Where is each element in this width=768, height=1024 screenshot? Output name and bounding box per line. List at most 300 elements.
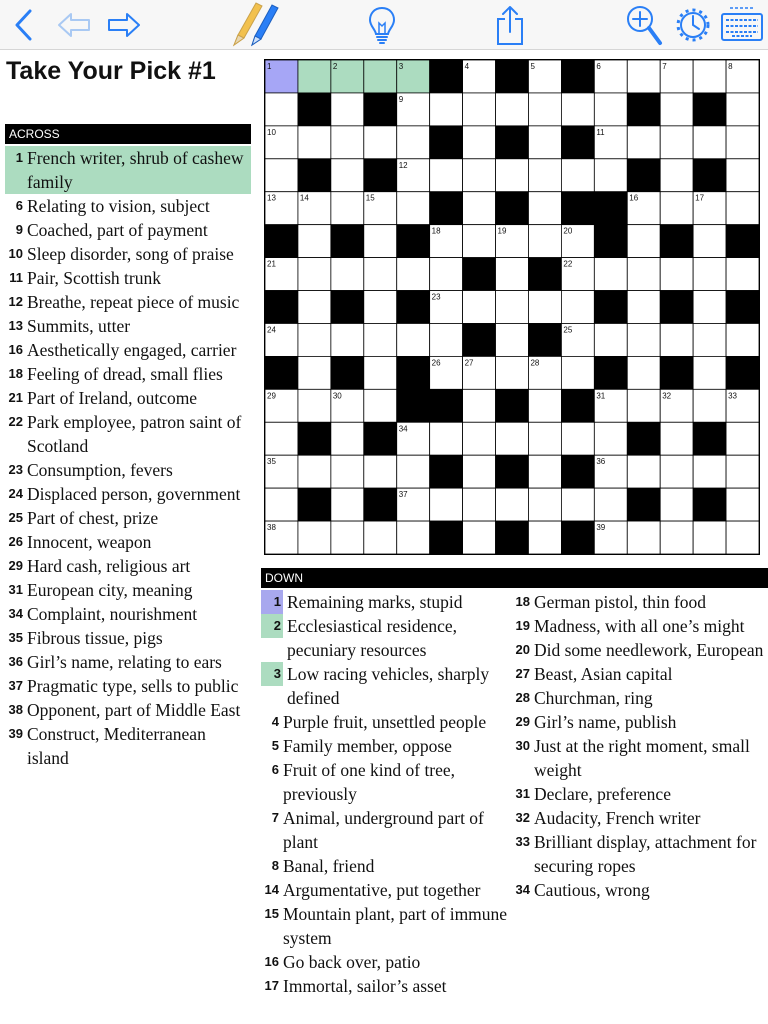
clue-text: Argumentative, put together bbox=[283, 880, 481, 900]
cell-number: 4 bbox=[464, 62, 470, 71]
across-clue-37[interactable] bbox=[5, 674, 251, 698]
grid-cell[interactable] bbox=[627, 455, 660, 488]
down-clue-31[interactable] bbox=[512, 782, 768, 806]
cell-number: 33 bbox=[728, 391, 737, 401]
grid-cell[interactable] bbox=[331, 126, 364, 159]
grid-cell[interactable] bbox=[726, 258, 759, 291]
grid-cell[interactable] bbox=[660, 159, 693, 192]
across-clue-6[interactable] bbox=[5, 194, 251, 218]
grid-block bbox=[364, 422, 397, 455]
grid-block bbox=[561, 60, 594, 93]
grid-cell[interactable] bbox=[331, 159, 364, 192]
down-clue-29[interactable] bbox=[512, 710, 768, 734]
grid-block bbox=[496, 389, 529, 422]
grid-cell[interactable] bbox=[660, 192, 693, 225]
clue-text: Sleep disorder, song of praise bbox=[27, 244, 234, 264]
grid-cell[interactable] bbox=[660, 258, 693, 291]
grid-cell[interactable] bbox=[528, 291, 561, 324]
crossword-grid-canvas[interactable] bbox=[265, 60, 759, 554]
across-clue-39[interactable] bbox=[5, 722, 251, 770]
grid-cell[interactable] bbox=[496, 291, 529, 324]
down-clue-27[interactable] bbox=[512, 662, 768, 686]
grid-block bbox=[594, 356, 627, 389]
chevron-left-icon bbox=[12, 8, 36, 42]
grid-cell[interactable] bbox=[397, 192, 430, 225]
grid-cell[interactable] bbox=[726, 93, 759, 126]
grid-cell[interactable] bbox=[331, 455, 364, 488]
grid-block bbox=[693, 93, 726, 126]
grid-block bbox=[496, 455, 529, 488]
grid-cell[interactable] bbox=[463, 455, 496, 488]
grid-block bbox=[430, 389, 463, 422]
grid-cell[interactable] bbox=[430, 93, 463, 126]
grid-cell[interactable] bbox=[463, 159, 496, 192]
down-clue-14[interactable] bbox=[261, 878, 510, 902]
grid-cell[interactable] bbox=[594, 258, 627, 291]
grid-cell[interactable] bbox=[660, 488, 693, 521]
across-clue-29[interactable] bbox=[5, 554, 251, 578]
grid-cell[interactable] bbox=[463, 225, 496, 258]
cell-number: 8 bbox=[728, 62, 733, 71]
grid-cell[interactable] bbox=[726, 126, 759, 159]
cell-number: 23 bbox=[431, 292, 441, 302]
down-clue-30[interactable] bbox=[512, 734, 768, 782]
clue-text: Breathe, repeat piece of music bbox=[27, 292, 240, 312]
down-clue-19[interactable] bbox=[512, 614, 768, 638]
clue-number: 1 bbox=[261, 590, 283, 614]
keyboard-button[interactable] bbox=[718, 0, 766, 50]
cell-number: 39 bbox=[596, 523, 606, 533]
grid-block bbox=[496, 192, 529, 225]
grid-cell[interactable] bbox=[561, 356, 594, 389]
clue-text: Cautious, wrong bbox=[534, 880, 650, 900]
cell-number: 28 bbox=[530, 358, 540, 368]
down-clue-list-col2 bbox=[512, 590, 768, 902]
clue-number: 21 bbox=[8, 390, 23, 405]
clue-text: Brilliant display, attachment for securing ropes bbox=[534, 832, 757, 876]
across-clue-12[interactable] bbox=[5, 290, 251, 314]
grid-cell[interactable] bbox=[463, 521, 496, 554]
share-button[interactable] bbox=[490, 0, 530, 50]
clue-number: 28 bbox=[515, 690, 530, 705]
across-clue-36[interactable] bbox=[5, 650, 251, 674]
across-clue-9[interactable] bbox=[5, 218, 251, 242]
down-clue-20[interactable] bbox=[512, 638, 768, 662]
grid-block bbox=[627, 488, 660, 521]
grid-cell[interactable] bbox=[726, 159, 759, 192]
down-clue-33[interactable] bbox=[512, 830, 768, 878]
clue-number: 22 bbox=[8, 414, 23, 429]
grid-cell[interactable] bbox=[561, 488, 594, 521]
grid-cell[interactable] bbox=[561, 159, 594, 192]
cell-number: 34 bbox=[398, 424, 408, 434]
back-button[interactable] bbox=[4, 0, 44, 50]
grid-cell[interactable] bbox=[364, 60, 397, 93]
grid-cell[interactable] bbox=[430, 159, 463, 192]
clue-number: 29 bbox=[8, 558, 23, 573]
grid-cell[interactable] bbox=[627, 323, 660, 356]
grid-cell[interactable] bbox=[594, 159, 627, 192]
grid-block bbox=[298, 159, 331, 192]
grid-block bbox=[693, 422, 726, 455]
clue-number: 24 bbox=[8, 486, 23, 501]
grid-cell[interactable] bbox=[528, 93, 561, 126]
grid-cell[interactable] bbox=[660, 93, 693, 126]
cell-number: 38 bbox=[267, 523, 276, 533]
clue-text: Ecclesiastical residence, pecuniary resources bbox=[287, 616, 458, 660]
grid-cell[interactable] bbox=[693, 455, 726, 488]
clue-text: Immortal, sailor’s asset bbox=[283, 976, 447, 996]
grid-cell[interactable] bbox=[528, 159, 561, 192]
grid-cell[interactable] bbox=[528, 389, 561, 422]
grid-cell[interactable] bbox=[496, 159, 529, 192]
grid-cell[interactable] bbox=[331, 192, 364, 225]
grid-block bbox=[561, 455, 594, 488]
grid-cell[interactable] bbox=[331, 521, 364, 554]
across-clue-34[interactable] bbox=[5, 602, 251, 626]
clue-number: 31 bbox=[515, 786, 530, 801]
grid-block bbox=[660, 356, 693, 389]
cell-number: 35 bbox=[267, 457, 276, 467]
grid-cell[interactable] bbox=[528, 126, 561, 159]
grid-cell[interactable] bbox=[726, 521, 759, 554]
grid-cell[interactable] bbox=[528, 488, 561, 521]
grid-cell[interactable] bbox=[726, 192, 759, 225]
grid-cell[interactable] bbox=[496, 488, 529, 521]
cell-number: 14 bbox=[299, 193, 309, 203]
grid-cell[interactable] bbox=[331, 323, 364, 356]
grid-cell[interactable] bbox=[693, 126, 726, 159]
down-clue-16[interactable] bbox=[261, 950, 510, 974]
grid-cell[interactable] bbox=[627, 356, 660, 389]
undo-button[interactable] bbox=[54, 0, 94, 50]
across-clue-18[interactable] bbox=[5, 362, 251, 386]
grid-cell[interactable] bbox=[364, 126, 397, 159]
grid-cell[interactable] bbox=[298, 225, 331, 258]
clue-number: 3 bbox=[261, 662, 283, 686]
grid-cell[interactable] bbox=[693, 258, 726, 291]
grid-cell[interactable] bbox=[463, 93, 496, 126]
grid-block bbox=[594, 291, 627, 324]
clue-text: Go back over, patio bbox=[283, 952, 421, 972]
hint-button[interactable] bbox=[362, 0, 402, 50]
grid-cell[interactable] bbox=[298, 291, 331, 324]
grid-cell[interactable] bbox=[364, 356, 397, 389]
grid-cell[interactable] bbox=[496, 323, 529, 356]
clue-number: 25 bbox=[8, 510, 23, 525]
clue-text: Purple fruit, unsettled people bbox=[283, 712, 487, 732]
grid-cell[interactable] bbox=[265, 93, 298, 126]
across-clue-10[interactable] bbox=[5, 242, 251, 266]
across-clue-31[interactable] bbox=[5, 578, 251, 602]
grid-cell[interactable] bbox=[660, 126, 693, 159]
grid-cell[interactable] bbox=[298, 389, 331, 422]
grid-cell[interactable] bbox=[430, 488, 463, 521]
grid-cell[interactable] bbox=[463, 291, 496, 324]
arrow-right-outline-icon bbox=[106, 11, 142, 39]
across-clue-25[interactable] bbox=[5, 506, 251, 530]
grid-cell[interactable] bbox=[397, 258, 430, 291]
clue-number: 37 bbox=[8, 678, 23, 693]
grid-cell[interactable] bbox=[331, 488, 364, 521]
across-clue-22[interactable] bbox=[5, 410, 251, 458]
down-clue-17[interactable] bbox=[261, 974, 510, 998]
across-clue-38[interactable] bbox=[5, 698, 251, 722]
down-header: DOWN bbox=[261, 568, 768, 588]
grid-cell[interactable] bbox=[660, 422, 693, 455]
down-clue-15[interactable] bbox=[261, 902, 510, 950]
grid-cell[interactable] bbox=[594, 93, 627, 126]
across-clue-35[interactable] bbox=[5, 626, 251, 650]
grid-cell[interactable] bbox=[463, 389, 496, 422]
clue-text: Park employee, patron saint of Scotland bbox=[27, 412, 242, 456]
clue-number: 39 bbox=[8, 726, 23, 741]
grid-cell[interactable] bbox=[265, 488, 298, 521]
grid-cell[interactable] bbox=[528, 192, 561, 225]
grid-cell[interactable] bbox=[364, 323, 397, 356]
clue-text: Pragmatic type, sells to public bbox=[27, 676, 239, 696]
clue-number: 8 bbox=[271, 858, 279, 873]
cell-number: 24 bbox=[267, 325, 276, 335]
grid-cell[interactable] bbox=[430, 422, 463, 455]
grid-block bbox=[463, 258, 496, 291]
down-clue-6[interactable] bbox=[261, 758, 510, 806]
cell-number: 2 bbox=[332, 62, 338, 71]
grid-cell[interactable] bbox=[331, 422, 364, 455]
grid-cell[interactable] bbox=[627, 258, 660, 291]
grid-cell[interactable] bbox=[298, 455, 331, 488]
clue-number: 19 bbox=[515, 618, 530, 633]
grid-cell[interactable] bbox=[397, 455, 430, 488]
clue-text: Girl’s name, publish bbox=[534, 712, 677, 732]
grid-cell[interactable] bbox=[463, 126, 496, 159]
redo-button[interactable] bbox=[104, 0, 144, 50]
across-clue-16[interactable] bbox=[5, 338, 251, 362]
grid-block bbox=[397, 225, 430, 258]
down-clue-32[interactable] bbox=[512, 806, 768, 830]
across-header: ACROSS bbox=[5, 124, 251, 144]
clue-number: 38 bbox=[8, 702, 23, 717]
down-clue-list-col1 bbox=[261, 590, 510, 998]
grid-cell[interactable] bbox=[364, 258, 397, 291]
pencil-pen-toggle[interactable] bbox=[224, 0, 284, 50]
grid-cell[interactable] bbox=[430, 323, 463, 356]
grid-block bbox=[726, 291, 759, 324]
grid-cell[interactable] bbox=[693, 60, 726, 93]
cell-number: 22 bbox=[563, 259, 573, 269]
across-clue-26[interactable] bbox=[5, 530, 251, 554]
across-clue-21[interactable] bbox=[5, 386, 251, 410]
grid-cell[interactable] bbox=[561, 422, 594, 455]
grid-cell[interactable] bbox=[265, 159, 298, 192]
grid-block bbox=[430, 455, 463, 488]
clue-number: 34 bbox=[515, 882, 530, 897]
cell-number: 9 bbox=[398, 94, 404, 104]
down-clue-28[interactable] bbox=[512, 686, 768, 710]
grid-block bbox=[331, 291, 364, 324]
grid-cell[interactable] bbox=[561, 93, 594, 126]
cell-number: 13 bbox=[267, 193, 276, 203]
cell-number: 11 bbox=[596, 127, 605, 137]
grid-cell[interactable] bbox=[594, 323, 627, 356]
clue-number: 18 bbox=[515, 594, 530, 609]
grid-cell[interactable] bbox=[397, 126, 430, 159]
grid-cell[interactable] bbox=[496, 422, 529, 455]
grid-cell[interactable] bbox=[561, 291, 594, 324]
cell-number: 5 bbox=[530, 62, 535, 71]
grid-cell[interactable] bbox=[528, 455, 561, 488]
cell-number: 31 bbox=[596, 391, 606, 401]
grid-block bbox=[594, 192, 627, 225]
down-clue-5[interactable] bbox=[261, 734, 510, 758]
clue-text: Girl’s name, relating to ears bbox=[27, 652, 222, 672]
clue-number: 34 bbox=[8, 606, 23, 621]
down-clue-7[interactable] bbox=[261, 806, 510, 854]
clue-text: Part of Ireland, outcome bbox=[27, 388, 198, 408]
grid-block bbox=[528, 258, 561, 291]
grid-cell[interactable] bbox=[627, 225, 660, 258]
grid-cell[interactable] bbox=[298, 521, 331, 554]
grid-cell[interactable] bbox=[726, 455, 759, 488]
grid-cell[interactable] bbox=[364, 291, 397, 324]
grid-cell[interactable] bbox=[364, 389, 397, 422]
grid-cell[interactable] bbox=[463, 422, 496, 455]
grid-cell[interactable] bbox=[331, 93, 364, 126]
grid-cell[interactable] bbox=[660, 521, 693, 554]
down-clue-18[interactable] bbox=[512, 590, 768, 614]
grid-cell[interactable] bbox=[627, 60, 660, 93]
grid-cell[interactable] bbox=[693, 225, 726, 258]
cell-number: 18 bbox=[431, 226, 441, 236]
clue-text: Family member, oppose bbox=[283, 736, 452, 756]
grid-cell[interactable] bbox=[627, 291, 660, 324]
lightbulb-icon bbox=[367, 5, 397, 45]
grid-cell[interactable] bbox=[693, 389, 726, 422]
grid-block bbox=[528, 323, 561, 356]
grid-cell[interactable] bbox=[726, 422, 759, 455]
crossword-grid[interactable] bbox=[264, 59, 760, 555]
clue-number: 16 bbox=[8, 342, 23, 357]
clue-text: Construct, Mediterranean island bbox=[27, 724, 206, 768]
zoom-button[interactable] bbox=[624, 0, 664, 50]
grid-cell[interactable] bbox=[693, 291, 726, 324]
clue-number: 26 bbox=[8, 534, 23, 549]
grid-cell[interactable] bbox=[693, 356, 726, 389]
clue-number: 12 bbox=[8, 294, 23, 309]
grid-cell[interactable] bbox=[594, 488, 627, 521]
down-clue-34[interactable] bbox=[512, 878, 768, 902]
across-clue-23[interactable] bbox=[5, 458, 251, 482]
clue-number: 13 bbox=[8, 318, 23, 333]
grid-cell[interactable] bbox=[298, 356, 331, 389]
grid-cell[interactable] bbox=[364, 225, 397, 258]
clue-number: 11 bbox=[9, 270, 23, 285]
clue-number: 33 bbox=[515, 834, 530, 849]
clue-number: 31 bbox=[8, 582, 23, 597]
grid-cell[interactable] bbox=[331, 258, 364, 291]
grid-cell[interactable] bbox=[496, 93, 529, 126]
grid-cell[interactable] bbox=[528, 422, 561, 455]
grid-cell[interactable] bbox=[496, 356, 529, 389]
grid-cell[interactable] bbox=[364, 455, 397, 488]
clue-text: Coached, part of payment bbox=[27, 220, 208, 240]
clue-number: 4 bbox=[271, 714, 279, 729]
cell-number: 1 bbox=[267, 62, 272, 71]
down-clue-2[interactable] bbox=[261, 614, 510, 662]
grid-cell[interactable] bbox=[528, 225, 561, 258]
puzzle-title: Take Your Pick #1 bbox=[6, 57, 216, 85]
grid-block bbox=[397, 291, 430, 324]
grid-cell[interactable] bbox=[463, 192, 496, 225]
clue-number: 35 bbox=[8, 630, 23, 645]
down-clue-1[interactable] bbox=[261, 590, 510, 614]
clue-number: 6 bbox=[271, 762, 279, 777]
grid-cell[interactable] bbox=[594, 422, 627, 455]
grid-cell[interactable] bbox=[496, 258, 529, 291]
down-clue-8[interactable] bbox=[261, 854, 510, 878]
down-clue-3[interactable] bbox=[261, 662, 510, 710]
grid-block bbox=[726, 356, 759, 389]
grid-cell[interactable] bbox=[298, 323, 331, 356]
across-clue-13[interactable] bbox=[5, 314, 251, 338]
grid-cell[interactable] bbox=[397, 521, 430, 554]
grid-cell[interactable] bbox=[726, 323, 759, 356]
grid-cell[interactable] bbox=[693, 521, 726, 554]
grid-cell[interactable] bbox=[528, 521, 561, 554]
grid-block bbox=[594, 225, 627, 258]
clue-number: 15 bbox=[264, 906, 279, 921]
grid-cell[interactable] bbox=[430, 258, 463, 291]
grid-cell[interactable] bbox=[660, 323, 693, 356]
cell-number: 16 bbox=[629, 193, 639, 203]
arrow-left-outline-icon bbox=[56, 11, 92, 39]
grid-cell[interactable] bbox=[627, 521, 660, 554]
grid-cell[interactable] bbox=[726, 488, 759, 521]
grid-cell[interactable] bbox=[298, 126, 331, 159]
zoom-in-icon bbox=[625, 3, 663, 47]
clue-text: Hard cash, religious art bbox=[27, 556, 191, 576]
down-clue-4[interactable] bbox=[261, 710, 510, 734]
clue-text: Summits, utter bbox=[27, 316, 131, 336]
clue-text: Opponent, part of Middle East bbox=[27, 700, 241, 720]
grid-block bbox=[331, 225, 364, 258]
grid-block bbox=[298, 422, 331, 455]
settings-button[interactable] bbox=[672, 0, 714, 50]
across-clue-24[interactable] bbox=[5, 482, 251, 506]
grid-cell[interactable] bbox=[364, 521, 397, 554]
grid-cell[interactable] bbox=[397, 323, 430, 356]
clue-number: 5 bbox=[271, 738, 279, 753]
grid-cell[interactable] bbox=[298, 258, 331, 291]
grid-block bbox=[430, 521, 463, 554]
grid-block bbox=[726, 225, 759, 258]
across-clue-1[interactable] bbox=[5, 146, 251, 194]
cell-number: 6 bbox=[596, 62, 601, 71]
clue-number: 10 bbox=[8, 246, 23, 261]
cell-number: 25 bbox=[563, 325, 573, 335]
grid-cell[interactable] bbox=[298, 60, 331, 93]
grid-block bbox=[430, 126, 463, 159]
grid-cell[interactable] bbox=[660, 455, 693, 488]
grid-cell[interactable] bbox=[627, 126, 660, 159]
grid-cell[interactable] bbox=[693, 323, 726, 356]
grid-cell[interactable] bbox=[265, 422, 298, 455]
grid-block bbox=[364, 93, 397, 126]
clue-number: 29 bbox=[515, 714, 530, 729]
across-clue-11[interactable] bbox=[5, 266, 251, 290]
grid-cell[interactable] bbox=[463, 488, 496, 521]
grid-cell[interactable] bbox=[627, 389, 660, 422]
